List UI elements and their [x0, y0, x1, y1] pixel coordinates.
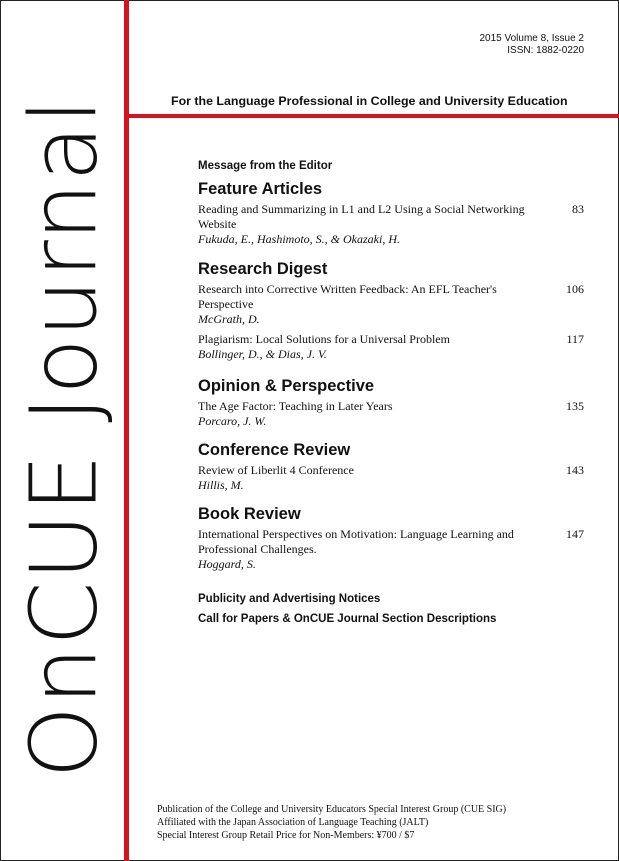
- section-feature-articles: [198, 180, 590, 247]
- issn: ISSN: 1882-0220: [507, 45, 584, 56]
- editor-message: Message from the Editor: [198, 160, 333, 172]
- section-title: Opinion & Perspective: [198, 377, 375, 395]
- section-title: Research Digest: [198, 260, 328, 278]
- article-authors: Fukuda, E., Hashimoto, S., & Okazaki, H.: [198, 232, 400, 246]
- section-conference-review: [198, 441, 590, 493]
- call-for-papers: Call for Papers & OnCUE Journal Section Descriptions: [198, 613, 497, 625]
- section-title: Conference Review: [198, 441, 351, 459]
- publicity-notices: Publicity and Advertising Notices: [198, 593, 381, 605]
- section-opinion-perspective: [198, 377, 590, 429]
- article-authors: Hillis, M.: [198, 478, 244, 492]
- footer: [157, 803, 506, 842]
- section-book-review: [198, 505, 590, 572]
- page-number: 117: [566, 332, 584, 346]
- article-title: International Perspectives on Motivation: Language Learning and Professional Challenges.: [198, 527, 514, 556]
- page-number: 83: [572, 202, 584, 216]
- article-title: Review of Liberlit 4 Conference: [198, 463, 354, 477]
- article-title: Reading and Summarizing in L1 and L2 Using a Social Networking Website: [198, 202, 525, 231]
- page-number: 143: [566, 463, 584, 477]
- red-vertical-rule: [124, 0, 129, 861]
- section-research-digest: [198, 260, 590, 362]
- article-title: Research into Corrective Written Feedback: An EFL Teacher's Perspective: [198, 282, 497, 311]
- article-authors: Hoggard, S.: [198, 557, 256, 571]
- red-horizontal-rule: [129, 114, 619, 118]
- article-authors: Bollinger, D., & Dias, J. V.: [198, 347, 327, 361]
- table-of-contents: [198, 160, 590, 625]
- toc-entry: [198, 202, 590, 247]
- toc-entry: [198, 399, 590, 429]
- article-title: The Age Factor: Teaching in Later Years: [198, 399, 393, 413]
- toc-entry: [198, 527, 590, 572]
- article-title: Plagiarism: Local Solutions for a Universal Problem: [198, 332, 450, 346]
- issue-info: [479, 33, 584, 57]
- article-authors: Porcaro, J. W.: [198, 414, 267, 428]
- page-number: 106: [566, 282, 584, 296]
- journal-title-band: [0, 0, 124, 861]
- toc-entry: [198, 282, 590, 327]
- article-authors: McGrath, D.: [198, 312, 260, 326]
- journal-title: OnCUE Journal: [10, 97, 118, 779]
- section-title: Feature Articles: [198, 180, 323, 198]
- footer-affiliation: Affiliated with the Japan Association of Language Teaching (JALT): [157, 817, 429, 828]
- section-title: Book Review: [198, 505, 301, 523]
- issue-volume: 2015 Volume 8, Issue 2: [479, 33, 584, 44]
- footer-publication: Publication of the College and University Educators Special Interest Group (CUE SIG): [157, 804, 507, 815]
- toc-entry: [198, 463, 590, 493]
- page-number: 147: [566, 527, 584, 541]
- tagline: For the Language Professional in College and University Education: [171, 94, 568, 108]
- toc-entry: [198, 332, 590, 362]
- footer-price: Special Interest Group Retail Price for Non-Members: ¥700 / $7: [157, 830, 415, 841]
- page-number: 135: [566, 399, 584, 413]
